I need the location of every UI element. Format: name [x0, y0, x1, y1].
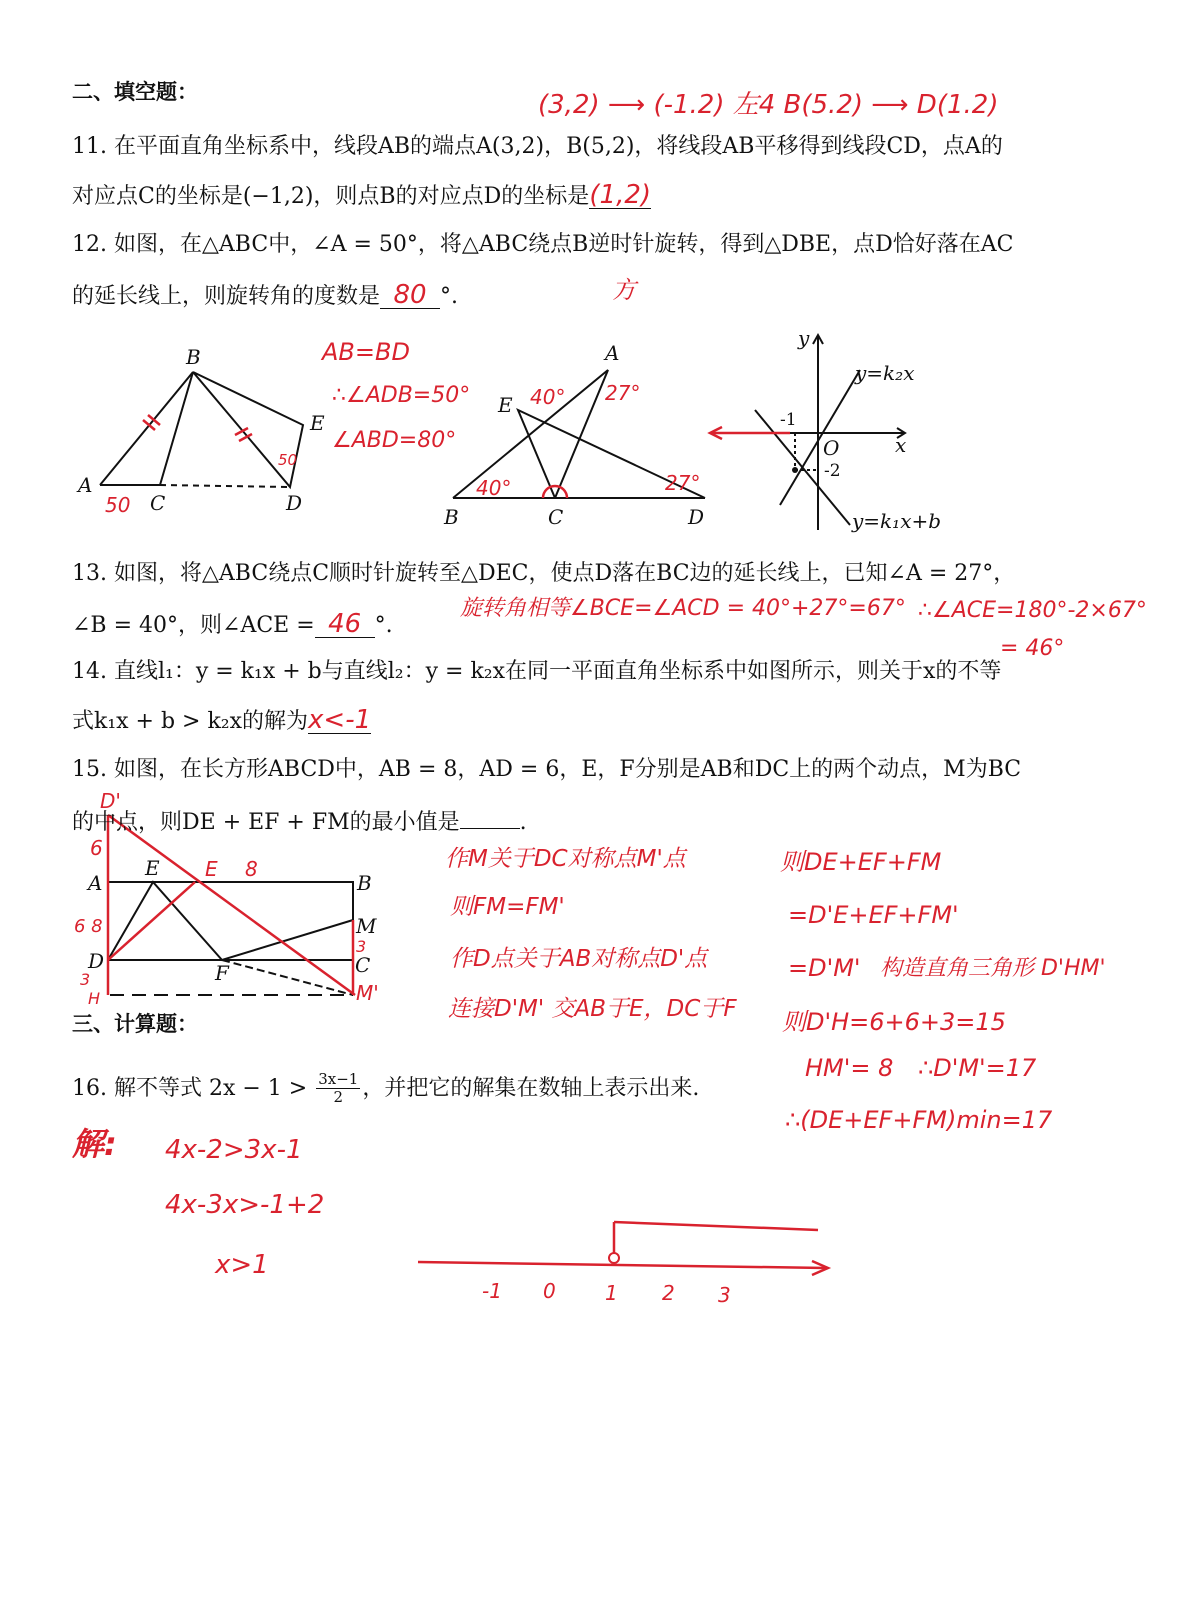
fig13-angle-A: 27°	[605, 381, 641, 405]
axis-label-minus1: -1	[482, 1279, 502, 1303]
q11-line2-text: 对应点C的坐标是(−1,2)，则点B的对应点D的坐标是	[72, 184, 590, 209]
fig15-label-Mprime: M'	[356, 981, 379, 1005]
axis-label-2: 2	[662, 1281, 675, 1305]
fig13-label-A: A	[605, 341, 620, 365]
q13-line1: 13. 如图，将△ABC绕点C顺时针旋转至△DEC，使点D落在BC边的延长线上，已知∠A = 27°，	[72, 561, 1016, 586]
q13-note-1: 旋转角相等∠BCE=∠ACD = 40°+27°=67°	[460, 596, 906, 621]
q15-line1: 15. 如图，在长方形ABCD中，AB = 8，AD = 6，E，F分别是AB和DC上的两个动点，M为BC	[72, 757, 1022, 782]
section-title-calculation: 三、计算题：	[72, 1012, 198, 1036]
fig15-label-Dprime: D'	[100, 789, 121, 813]
q12-line1: 12. 如图，在△ABC中，∠A = 50°，将△ABC绕点B逆时针旋转，得到△DBE，点D恰好落在AC	[72, 232, 1014, 257]
fig15-label-B: B	[357, 871, 372, 895]
fig15-label-F: F	[215, 961, 229, 985]
q11-answer: (1,2)	[589, 180, 652, 210]
fig12-label-B: B	[186, 345, 201, 369]
q12-degree: °.	[440, 284, 459, 309]
q16-step-1: 4x-2>3x-1	[165, 1135, 303, 1165]
fig15-label-M: M	[356, 914, 377, 938]
q15-note-right-7: ∴D'M'=17	[918, 1054, 1037, 1082]
fig13-label-C: C	[548, 505, 564, 529]
q16-line	[72, 1071, 699, 1107]
q16-step-3: x>1	[215, 1250, 269, 1280]
q16-solve-label: 解:	[72, 1125, 117, 1163]
q15-note-left-3: 作D点关于AB对称点D'点	[450, 946, 708, 972]
q16-text-b: ，并把它的解集在数轴上表示出来.	[362, 1075, 700, 1101]
number-line	[418, 1222, 828, 1307]
q13-line2-text: ∠B = 40°，则∠ACE =	[72, 613, 315, 638]
q15-note-right-6: HM'= 8	[805, 1054, 894, 1082]
fig15-label-E: E	[145, 856, 160, 880]
fig15-label-A: A	[88, 871, 103, 895]
q15-line2-text: 的中点，则DE + EF + FM的最小值是	[72, 810, 460, 835]
fig14-label-y: y	[798, 326, 810, 350]
fig15-label-8: 8	[245, 857, 258, 881]
q15-note-left-1: 作M关于DC对称点M'点	[445, 846, 686, 872]
fig12-label-A: A	[78, 473, 93, 497]
fig15-label-68: 6 8	[74, 916, 103, 937]
q13-degree: °.	[374, 613, 393, 638]
q14-line2	[72, 707, 371, 734]
q15-note-right-8: ∴(DE+EF+FM)min=17	[785, 1106, 1053, 1134]
fig14-label-x: x	[895, 433, 907, 457]
q14-line2-text: 式k₁x + b > k₂x的解为	[72, 709, 309, 734]
q15-note-left-2: 则FM=FM'	[450, 894, 565, 920]
fig15-label-C: C	[355, 953, 371, 977]
fig15-label-E2: E	[205, 857, 218, 881]
fig12-angle-D: 50	[278, 451, 298, 469]
q12-note-1: AB=BD	[322, 338, 410, 366]
q12-note-2: ∴∠ADB=50°	[332, 383, 471, 408]
fig14-label-l2: y=k₂x	[855, 361, 915, 385]
fig15-label-3a: 3	[356, 937, 367, 956]
fig14-label-minus2: -2	[824, 461, 841, 481]
fig15-label-6: 6	[90, 836, 103, 860]
q12-note-3: ∠ABD=80°	[332, 428, 457, 453]
q12-mark: 方	[612, 276, 636, 304]
q13-note-3: = 46°	[1000, 636, 1065, 661]
fig15-label-H: H	[88, 989, 101, 1008]
fig14-label-minus1: -1	[780, 410, 797, 430]
q15-note-right-3: =D'M'	[788, 954, 861, 982]
q15-line2: 的中点，则DE + EF + FM的最小值是 .	[72, 806, 527, 834]
q12-answer: 80	[393, 280, 427, 310]
figure-q13	[443, 341, 705, 529]
fig15-label-D: D	[88, 949, 105, 973]
fig12-label-D: D	[286, 491, 303, 515]
q13-answer: 46	[328, 609, 362, 639]
fig12-angle-A: 50	[105, 493, 131, 517]
q16-fraction	[316, 1071, 360, 1107]
fig13-label-E: E	[498, 393, 513, 417]
q15-note-left-4: 连接D'M' 交AB于E，DC于F	[448, 996, 737, 1022]
q13-note-2: ∴∠ACE=180°-2×67°	[918, 598, 1147, 623]
axis-label-0: 0	[543, 1279, 556, 1303]
q15-note-right-1: 则DE+EF+FM	[780, 848, 942, 876]
section-title-fill-blank: 二、填空题：	[72, 80, 198, 104]
figure-q12	[76, 345, 325, 517]
fig12-label-E: E	[310, 411, 325, 435]
fig13-label-B: B	[444, 505, 459, 529]
axis-label-3: 3	[718, 1283, 731, 1307]
q15-note-right-5: 则D'H=6+6+3=15	[782, 1008, 1006, 1036]
q12-line2-text: 的延长线上，则旋转角的度数是	[72, 284, 381, 309]
fig14-label-O: O	[823, 436, 840, 460]
q11-line1: 11. 在平面直角坐标系中，线段AB的端点A(3,2)，B(5,2)，将线段AB平移得到线段CD，点A的	[72, 134, 1003, 159]
q15-answer-blank[interactable]	[460, 806, 520, 829]
q14-answer: x<-1	[308, 705, 372, 735]
q16-frac-den: 2	[333, 1088, 344, 1107]
fig13-angle-D: 27°	[665, 471, 701, 495]
q13-line2	[72, 611, 393, 638]
fig13-angle-B: 40°	[476, 476, 512, 500]
q16-frac-num: 3x−1	[318, 1070, 359, 1088]
figure-q14	[710, 326, 941, 533]
q11-handwritten-note: (3,2) ⟶ (-1.2) 左4 B(5.2) ⟶ D(1.2)	[538, 90, 999, 120]
fig15-label-3b: 3	[80, 970, 91, 989]
q15-note-right-2: =D'E+EF+FM'	[788, 901, 959, 929]
q16-text-a: 16. 解不等式 2x − 1 >	[72, 1075, 308, 1101]
fig12-label-C: C	[150, 491, 166, 515]
q15-note-right-4: 构造直角三角形 D'HM'	[880, 956, 1106, 981]
q14-line1: 14. 直线l₁：y = k₁x + b与直线l₂：y = k₂x在同一平面直角坐标系中如图所示，则关于x的不等	[72, 659, 1002, 684]
fig13-label-D: D	[688, 505, 705, 529]
fig14-label-l1: y=k₁x+b	[852, 509, 942, 533]
q16-step-2: 4x-3x>-1+2	[165, 1190, 325, 1220]
fig13-angle-E: 40°	[530, 385, 566, 409]
axis-label-1: 1	[605, 1281, 618, 1305]
